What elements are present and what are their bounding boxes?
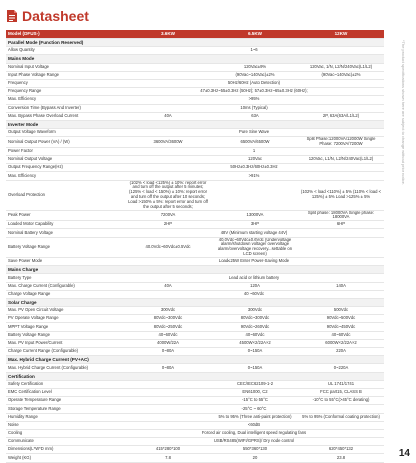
spec-value: 40~60Vdc <box>298 331 384 339</box>
spec-label: Allow Quantity <box>6 47 124 55</box>
spec-value: 6500VA/6500W <box>212 137 298 148</box>
spec-row <box>6 229 384 237</box>
spec-row <box>6 164 384 172</box>
spec-value: 500Vdc <box>298 307 384 315</box>
spec-label: Operate Temperature Range <box>6 397 124 405</box>
spec-value: -25°C ~ 60°C <box>124 405 384 413</box>
spec-label: Dimensions(L*W*D mm) <box>6 446 124 454</box>
spec-label: Loaded Motor Capability <box>6 221 124 229</box>
column-header-6-5kw: 6.5KW <box>212 30 298 39</box>
spec-row <box>6 290 384 298</box>
spec-label: EMC Certification Level <box>6 388 124 396</box>
spec-value: (90Vac~140Vac)±2% <box>298 71 384 79</box>
spec-label: Charge Voltage Range <box>6 290 124 298</box>
spec-label: Safety Certification <box>6 380 124 388</box>
spec-row <box>6 237 384 257</box>
spec-label: Battery Voltage Range <box>6 237 124 257</box>
spec-row <box>6 446 384 454</box>
spec-value: 10ms (Typical) <box>124 104 384 112</box>
spec-value: 20 <box>212 454 298 462</box>
spec-value <box>124 71 212 79</box>
spec-row <box>6 388 384 396</box>
spec-row <box>6 96 384 104</box>
spec-table-header <box>6 30 384 39</box>
spec-value: >91% <box>124 172 384 180</box>
section-title: Inverter Mode <box>6 120 384 128</box>
spec-label: Nominal Battery Voltage <box>6 229 124 237</box>
spec-value: 40A <box>124 112 212 120</box>
spec-row <box>6 129 384 137</box>
section-row <box>6 120 384 128</box>
spec-value: 4000W/22A <box>124 339 212 347</box>
spec-value: 300Vdc <box>212 307 298 315</box>
spec-value: Split Phase:12000VA/12000W Single Phase: 7200VA/7200W <box>298 137 384 148</box>
spec-value <box>298 237 384 257</box>
section-row <box>6 356 384 364</box>
section-title: Mains Mode <box>6 55 384 63</box>
spec-value: 1 <box>124 147 384 155</box>
spec-label: Max. Charge Current (Configurable) <box>6 282 124 290</box>
spec-value: 80Vdc~250Vdc <box>124 323 212 331</box>
spec-value: Split phase: 18000VA Single phase: 18000VA <box>298 210 384 221</box>
spec-value: 550*360*130 <box>212 446 298 454</box>
spec-value: 90Vdc~450Vdc <box>298 323 384 331</box>
spec-value: 40A <box>124 282 212 290</box>
spec-row <box>6 63 384 71</box>
spec-label: Frequency <box>6 79 124 87</box>
spec-value: 40.0Vdc~60Vdc±0.5Vdc <box>124 237 212 257</box>
spec-row <box>6 257 384 265</box>
section-row <box>6 55 384 63</box>
spec-value: 2HP <box>124 221 212 229</box>
spec-row <box>6 147 384 155</box>
spec-table <box>6 30 384 463</box>
spec-value: -10°C to 55°C(>45°C derating) <box>298 397 384 405</box>
spec-label: Max. Hybrid Charge Current (Configurable) <box>6 364 124 372</box>
spec-value: USB/RS485(WIFI/GPRS)/ Dry node control <box>124 438 384 446</box>
spec-value: 40.0Vdc~60Vdc±0.6Vdc (Undervoltage alarm/shutdown voltage/ overvoltage alarm/overvoltage recovery...settable on LCD screen) <box>212 237 298 257</box>
spec-value: 0~80A <box>124 364 212 372</box>
spec-label: Charge Current Range (Configurable) <box>6 348 124 356</box>
spec-label: PV Operate Voltage Range <box>6 315 124 323</box>
spec-row <box>6 210 384 221</box>
spec-value <box>124 380 212 388</box>
spec-row <box>6 307 384 315</box>
spec-value: 220A <box>298 348 384 356</box>
spec-value: 0~150A <box>212 348 298 356</box>
section-title: Parallel Mode (Function Reserved) <box>6 39 384 47</box>
spec-value: 5% to 95% (Three anti-paint protection) <box>212 413 298 421</box>
spec-row <box>6 438 384 446</box>
spec-label: Input Phase Voltage Range <box>6 71 124 79</box>
spec-value <box>124 156 212 164</box>
spec-value: 1~6 <box>124 47 384 55</box>
spec-value: Load≤25W Enter Power-Saving Mode <box>124 257 384 265</box>
spec-label: Nominal Output Voltage <box>6 156 124 164</box>
spec-row <box>6 397 384 405</box>
spec-value: Forced air cooling, Dual intelligent speed regulating fans <box>124 429 384 437</box>
spec-row <box>6 137 384 148</box>
spec-label: Nominal Output Power (VA) / (W) <box>6 137 124 148</box>
spec-value: EN61000, C2 <box>212 388 298 396</box>
spec-value: 140A <box>298 282 384 290</box>
spec-value: 80Vdc~300Vdc <box>124 315 212 323</box>
column-header-12kw: 12KW <box>298 30 384 39</box>
spec-value: (90Vac~140Vac)±2% <box>212 71 298 79</box>
spec-value: (102% < load <125%) ± 10%: report error and turn off the output after 5 minutes; (125% < load < 150%) ± 10%: report error and turn off the output after 10 seconds; Load >150% ± 5%: report error and turn off the output after 5 seconds; <box>124 180 212 210</box>
spec-value: 23.8 <box>298 454 384 462</box>
spec-value: 80Vdc~300Vdc <box>212 315 298 323</box>
spec-row <box>6 274 384 282</box>
spec-row <box>6 112 384 120</box>
page-header <box>6 6 89 26</box>
spec-row <box>6 380 384 388</box>
spec-label: MPPT Voltage Range <box>6 323 124 331</box>
section-row <box>6 39 384 47</box>
spec-value <box>124 388 212 396</box>
spec-value: 50Hz±0.3Hz/60Hz±0.3Hz <box>124 164 384 172</box>
column-header-model: Model (DFUS-) <box>6 30 124 39</box>
spec-value: 90Vdc~260Vdc <box>212 323 298 331</box>
spec-value: 0~220A <box>298 364 384 372</box>
spec-row <box>6 323 384 331</box>
spec-value: 40 ~60Vdc <box>124 290 384 298</box>
section-row <box>6 298 384 306</box>
spec-value: 2P, 63A(63A/L1/L2) <box>298 112 384 120</box>
spec-value: CEC/IEC62109-1-2 <box>212 380 298 388</box>
spec-label: Storage Temperature Range <box>6 405 124 413</box>
spec-label: Noise <box>6 421 124 429</box>
spec-row <box>6 348 384 356</box>
spec-row <box>6 315 384 323</box>
spec-row <box>6 71 384 79</box>
document-icon <box>6 9 18 23</box>
spec-value: 3HP <box>212 221 298 229</box>
section-row <box>6 372 384 380</box>
spec-value: 7.8 <box>124 454 212 462</box>
spec-value: 40~60Vdc <box>124 331 212 339</box>
spec-value: 0~80A <box>124 348 212 356</box>
spec-value: Lead acid or lithium battery <box>124 274 384 282</box>
spec-label: Humidity Range <box>6 413 124 421</box>
spec-label: Max. Efficiency <box>6 96 124 104</box>
spec-label: Nominal Input Voltage <box>6 63 124 71</box>
spec-value: UL 1741/1741 <box>298 380 384 388</box>
spec-row <box>6 331 384 339</box>
spec-value: 4500W×2/22A×2 <box>212 339 298 347</box>
section-row <box>6 266 384 274</box>
spec-row <box>6 364 384 372</box>
section-title: Solar Charge <box>6 298 384 306</box>
spec-row <box>6 79 384 87</box>
spec-value: 63A <box>212 112 298 120</box>
spec-value: FCC part15, CLASS B <box>298 388 384 396</box>
spec-value: 0~150A <box>212 364 298 372</box>
spec-value: 120Vac <box>212 156 298 164</box>
spec-label: Battery Type <box>6 274 124 282</box>
column-header-3-6kw: 3.6KW <box>124 30 212 39</box>
spec-value: >95% <box>124 96 384 104</box>
spec-row <box>6 47 384 55</box>
spec-row <box>6 429 384 437</box>
spec-value: 6HP <box>298 221 384 229</box>
spec-label: Output Voltage Waveform <box>6 129 124 137</box>
spec-value: 120A <box>212 282 298 290</box>
spec-value: 120Vac, 1/N, L2/N/240Vac(L1/L2) <box>298 63 384 71</box>
spec-label: Output Frequency Range(Hz) <box>6 164 124 172</box>
spec-label: Battery Voltage Range <box>6 331 124 339</box>
spec-value <box>124 63 212 71</box>
spec-label: Max. Efficiency <box>6 172 124 180</box>
spec-row <box>6 104 384 112</box>
spec-value: 50Hz/60Hz (Auto Detection) <box>124 79 384 87</box>
spec-value: 300Vdc <box>124 307 212 315</box>
spec-value: 120Vac, L1/N, L2/N/240Vac(L1/L2) <box>298 156 384 164</box>
spec-value: 48V (Minimum starting voltage 44V) <box>124 229 384 237</box>
spec-value: (102% < load <110%) ± 5% (110% < load < 125%) ± 5% Load >125% ± 5% <box>298 180 384 210</box>
section-title: Mains Charge <box>6 266 384 274</box>
spec-row <box>6 421 384 429</box>
spec-value: Pure Sine Wave <box>124 129 384 137</box>
spec-row <box>6 405 384 413</box>
spec-label: Communicate <box>6 438 124 446</box>
spec-row <box>6 172 384 180</box>
spec-table-body <box>6 39 384 463</box>
page-title: Datasheet <box>22 8 89 24</box>
spec-value: <60dB <box>124 421 384 429</box>
spec-label: Save Power Mode <box>6 257 124 265</box>
spec-row <box>6 88 384 96</box>
spec-row <box>6 156 384 164</box>
spec-value: 3600VA/3600W <box>124 137 212 148</box>
spec-row <box>6 221 384 229</box>
section-title: Max. Hybrid Charge Current (PV+AC) <box>6 356 384 364</box>
spec-label: Overload Protection <box>6 180 124 210</box>
spec-row <box>6 413 384 421</box>
spec-value: 13000VA <box>212 210 298 221</box>
spec-value: 40~60Vdc <box>212 331 298 339</box>
spec-value: 620*450*132 <box>298 446 384 454</box>
spec-label: Max. PV Input Power/Current <box>6 339 124 347</box>
spec-label: Cooling <box>6 429 124 437</box>
spec-value: 5% to 95% (Conformal coating protection) <box>298 413 384 421</box>
spec-label: Frequency Range <box>6 88 124 96</box>
spec-value <box>124 413 212 421</box>
spec-value: 415*280*100 <box>124 446 212 454</box>
spec-row <box>6 282 384 290</box>
spec-label: Power Factor <box>6 147 124 155</box>
spec-value: 7200VA <box>124 210 212 221</box>
side-note: *The product specifications shown here are subject to change without prior notice. <box>401 40 406 185</box>
spec-value: 90Vdc~500Vdc <box>298 315 384 323</box>
spec-row <box>6 339 384 347</box>
spec-value <box>212 180 298 210</box>
page-number: 14 <box>398 448 410 459</box>
spec-value: 120Vac±9% <box>212 63 298 71</box>
spec-label: Weight (KG) <box>6 454 124 462</box>
spec-label: Max. PV Open Circuit Voltage <box>6 307 124 315</box>
spec-value: 6000W×2/22A×2 <box>298 339 384 347</box>
spec-row <box>6 180 384 210</box>
spec-label: Peak Power <box>6 210 124 221</box>
section-title: Certification <box>6 372 384 380</box>
spec-label: Max. Bypass Phase Overload Current <box>6 112 124 120</box>
spec-value: 47±0.3Hz~55±0.3Hz (50Hz); 57±0.3Hz~65±0.3Hz (60Hz); <box>124 88 384 96</box>
spec-value: -15°C to 55°C <box>212 397 298 405</box>
spec-label: Conversion Time (Bypass And Inverter) <box>6 104 124 112</box>
spec-value <box>124 397 212 405</box>
